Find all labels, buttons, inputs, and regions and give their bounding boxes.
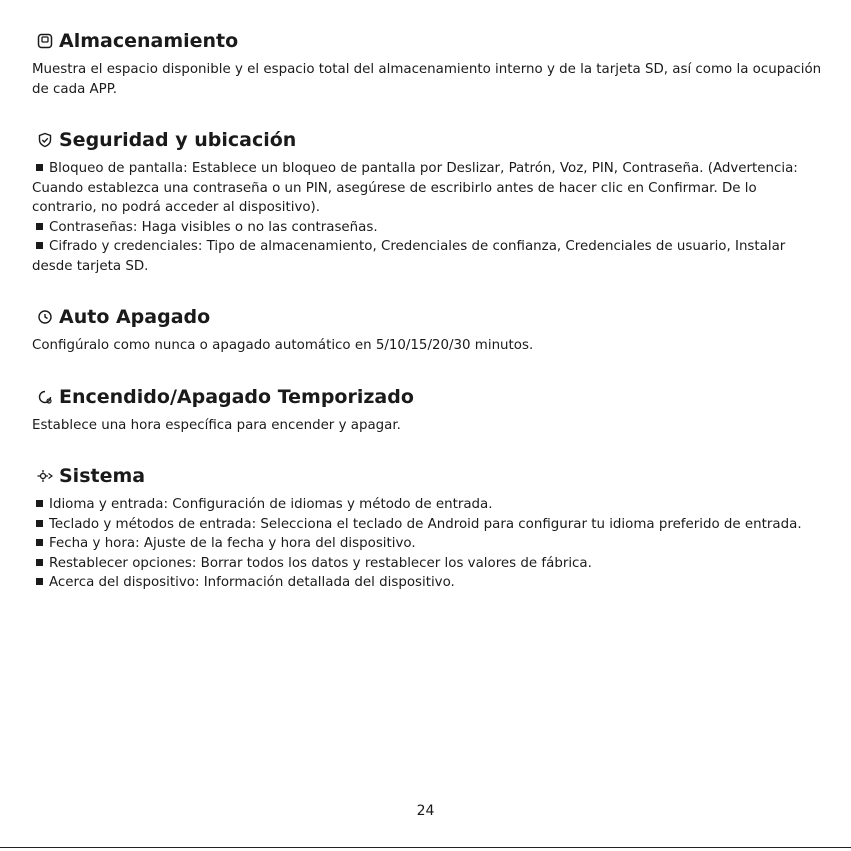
section-title: Encendido/Apagado Temporizado bbox=[59, 385, 414, 408]
page-number: 24 bbox=[416, 803, 435, 819]
section-title: Almacenamiento bbox=[59, 30, 239, 52]
section-auto-off bbox=[32, 304, 822, 356]
list-item: Restablecer opciones: Borrar todos los datos y restablecer los valores de fábrica. bbox=[32, 554, 822, 574]
section-security bbox=[32, 127, 822, 276]
list-item: Teclado y métodos de entrada: Selecciona el teclado de Android para configurar tu idioma preferido de entrada. bbox=[32, 515, 822, 535]
bullet-square-icon bbox=[36, 500, 43, 507]
shield-check-icon bbox=[37, 132, 53, 148]
section-heading bbox=[37, 463, 822, 489]
bullet-square-icon bbox=[36, 164, 43, 171]
schedule-power-icon bbox=[37, 389, 53, 405]
storage-icon bbox=[37, 33, 53, 49]
section-system bbox=[32, 463, 822, 593]
list-item: Contraseñas: Haga visibles o no las contraseñas. bbox=[32, 218, 822, 238]
power-timer-icon bbox=[37, 309, 53, 325]
bullet-square-icon bbox=[36, 578, 43, 585]
section-heading bbox=[37, 304, 822, 330]
system-settings-icon bbox=[37, 468, 53, 484]
list-item: Bloqueo de pantalla: Establece un bloqueo de pantalla por Deslizar, Patrón, Voz, PIN, Contraseña. (Advertencia: Cuando establezca una contraseña o un PIN, asegúrese de escribirlo antes de hacer clic en Confirmar. De lo contrario, no podrá acceder al dispositivo). bbox=[32, 161, 798, 215]
list-item: Fecha y hora: Ajuste de la fecha y hora del dispositivo. bbox=[32, 534, 822, 554]
manual-page bbox=[32, 28, 822, 593]
section-heading bbox=[37, 127, 822, 153]
bullet-square-icon bbox=[36, 559, 43, 566]
section-paragraph: Muestra el espacio disponible y el espacio total del almacenamiento interno y de la tarjeta SD, así como la ocupación de cada APP. bbox=[32, 62, 822, 97]
bullet-square-icon bbox=[36, 520, 43, 527]
list-item: Idioma y entrada: Configuración de idiomas y método de entrada. bbox=[32, 495, 822, 515]
section-title: Auto Apagado bbox=[59, 306, 211, 328]
bullet-square-icon bbox=[36, 539, 43, 546]
bullet-square-icon bbox=[36, 242, 43, 249]
section-scheduled-power bbox=[32, 384, 822, 436]
section-title: Seguridad y ubicación bbox=[59, 129, 297, 151]
bottom-rule bbox=[0, 847, 851, 848]
list-item: Acerca del dispositivo: Información detallada del dispositivo. bbox=[32, 573, 822, 593]
list-item: Cifrado y credenciales: Tipo de almacenamiento, Credenciales de confianza, Credenciales de usuario, Instalar desde tarjeta SD. bbox=[32, 239, 786, 274]
section-heading bbox=[37, 384, 822, 410]
bullet-square-icon bbox=[36, 223, 43, 230]
section-storage bbox=[32, 28, 822, 99]
section-paragraph: Configúralo como nunca o apagado automático en 5/10/15/20/30 minutos. bbox=[32, 338, 534, 353]
section-heading bbox=[37, 28, 822, 54]
section-paragraph: Establece una hora específica para encender y apagar. bbox=[32, 417, 401, 433]
section-title: Sistema bbox=[59, 465, 146, 487]
